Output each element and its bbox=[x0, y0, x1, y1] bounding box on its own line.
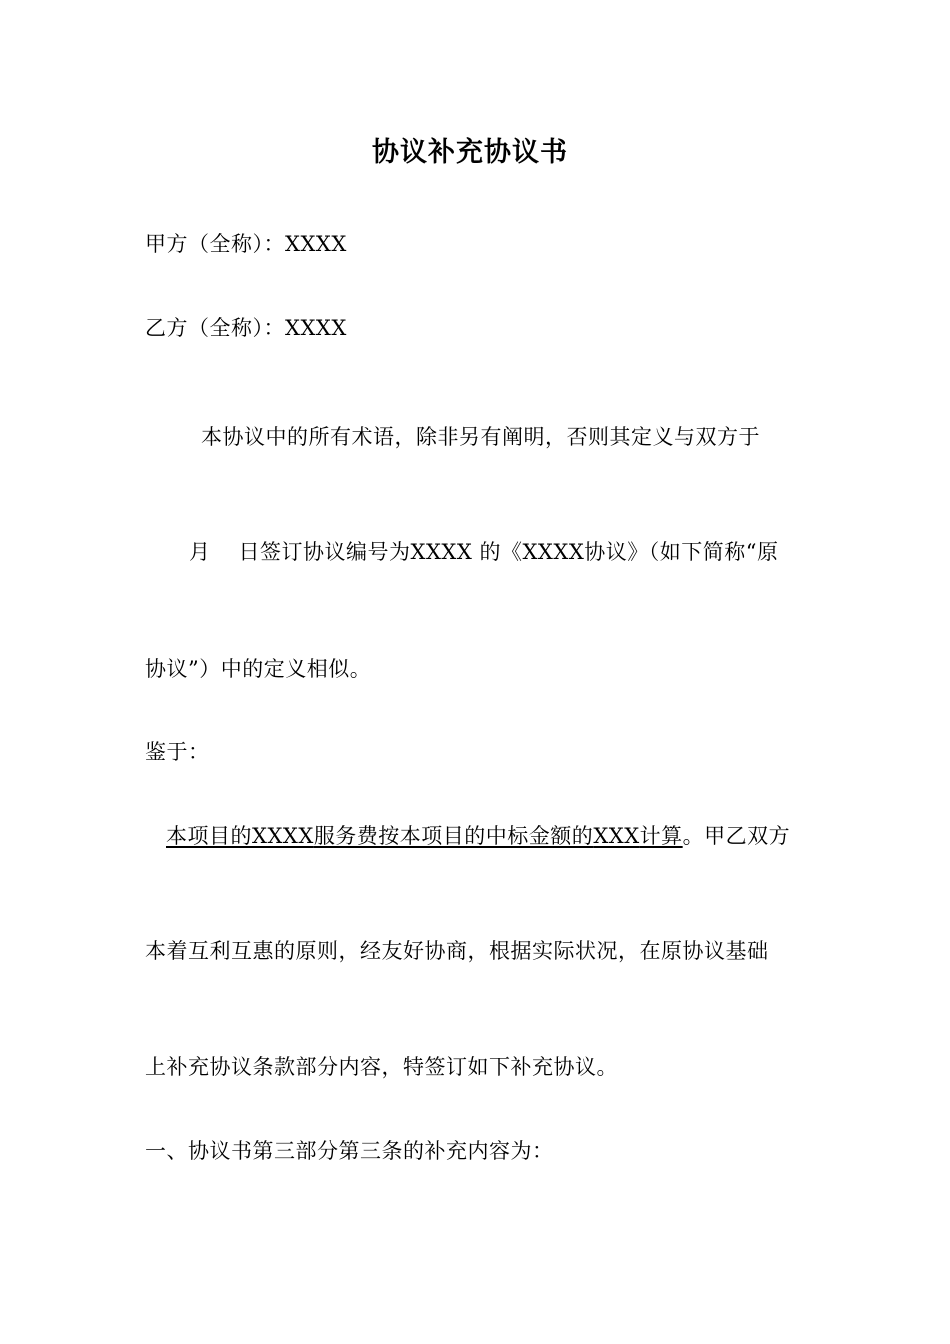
document-title: 协议补充协议书 bbox=[372, 137, 568, 168]
underlined-text: XXX bbox=[593, 824, 640, 848]
whereas-line-1 bbox=[166, 822, 790, 850]
party-b-line: 乙方（全称）：XXXX bbox=[145, 316, 347, 340]
whereas-label: 鉴于： bbox=[145, 740, 210, 764]
intro-line-1: 本协议中的所有术语，除非另有阐明，否则其定义与双方于 bbox=[201, 425, 760, 449]
party-a-line: 甲方（全称）：XXXX bbox=[145, 232, 347, 256]
underlined-text: 服务费按本项目的中标金额的 bbox=[313, 824, 594, 848]
intro-line-2 bbox=[189, 538, 779, 566]
intro-line-3: 协议”）中的定义相似。 bbox=[145, 657, 372, 681]
whereas-line-3: 上补充协议条款部分内容，特签订如下补充协议。 bbox=[145, 1055, 618, 1079]
intro-month-label: 月 bbox=[189, 540, 211, 564]
underlined-text: 本项目的 bbox=[166, 824, 252, 848]
intro-line-2-text: 日签订协议编号为XXXX 的《XXXX协议》（如下简称“原 bbox=[238, 540, 779, 564]
underlined-text: XXXX bbox=[252, 824, 314, 848]
section-1-heading: 一、协议书第三部分第三条的补充内容为： bbox=[145, 1139, 554, 1163]
whereas-line-2: 本着互利互惠的原则，经友好协商，根据实际状况，在原协议基础 bbox=[145, 939, 769, 963]
underlined-text: 计算 bbox=[639, 824, 683, 848]
whereas-line-1-tail: 。甲乙双方 bbox=[682, 824, 791, 848]
